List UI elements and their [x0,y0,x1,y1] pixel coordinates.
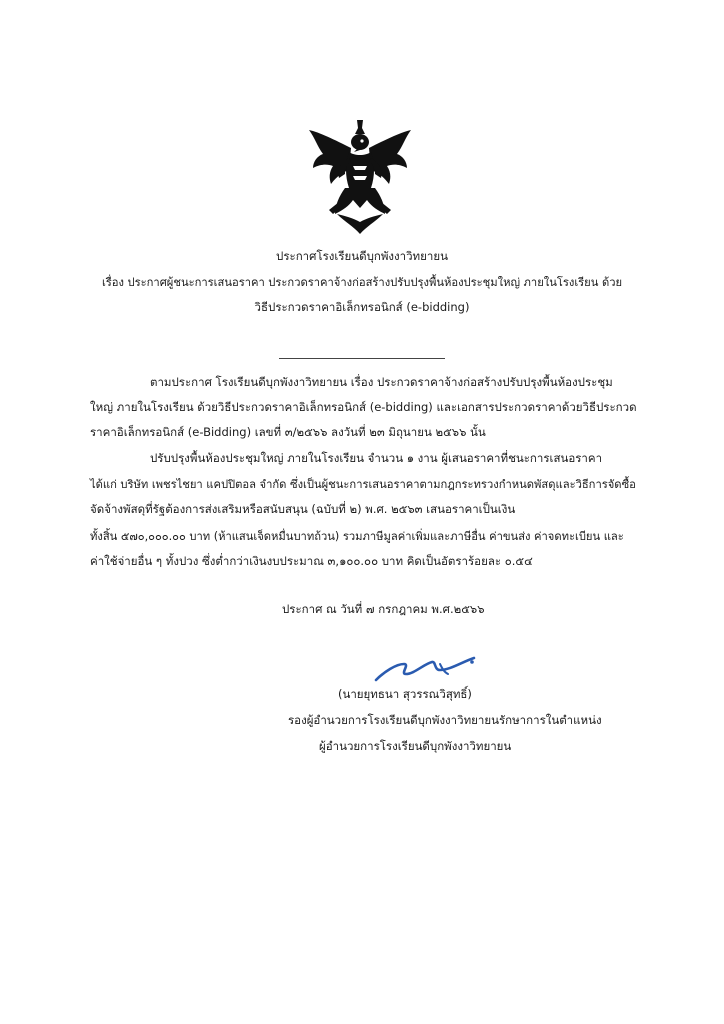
paragraph-text: ใหญ่ ภายในโรงเรียน ด้วยวิธีประกวดราคาอิเล็กทรอนิกส์ (e-bidding) และเอกสารประกวดราคาด้วยวิธีประกวด [90,400,637,414]
announcement-subject-cont: วิธีประกวดราคาอิเล็กทรอนิกส์ (e-bidding) [254,300,470,314]
paragraph-text: ทั้งสิ้น ๕๗๐,๐๐๐.๐๐ บาท (ห้าแสนเจ็ดหมื่นบาทถ้วน) รวมภาษีมูลค่าเพิ่มและภาษีอื่น ค่าขนส่ง ค่าจดทะเบียน และ [90,530,624,543]
paragraph-text: ค่าใช้จ่ายอื่น ๆ ทั้งปวง ซึ่งต่ำกว่าเงินงบประมาณ ๓,๑๐๐.๐๐ บาท คิดเป็นอัตราร้อยละ ๐.๕๔ [90,554,533,568]
garuda-emblem-icon [305,118,415,236]
handwritten-signature [370,650,490,686]
paragraph-text: ปรับปรุงพื้นห้องประชุมใหญ่ ภายในโรงเรียน จำนวน ๑ งาน ผู้เสนอราคาที่ชนะการเสนอราคา [150,451,603,465]
header-divider [279,358,445,359]
signer-name: (นายยุทธนา สุวรรณวิสุทธิ์) [338,687,472,701]
signer-position: รองผู้อำนวยการโรงเรียนดีบุกพังงาวิทยายนรักษาการในตำแหน่ง [288,713,602,727]
announcement-subject: เรื่อง ประกาศผู้ชนะการเสนอราคา ประกวดราคาจ้างก่อสร้างปรับปรุงพื้นห้องประชุมใหญ่ ภายในโรงเรียน ด้วย [101,276,623,289]
signer-position-title: ผู้อำนวยการโรงเรียนดีบุกพังงาวิทยายน [319,739,512,753]
announcement-date: ประกาศ ณ วันที่ ๗ กรกฎาคม พ.ศ.๒๕๖๖ [282,602,485,616]
paragraph-text: ตามประกาศ โรงเรียนดีบุกพังงาวิทยายน เรื่อง ประกวดราคาจ้างก่อสร้างปรับปรุงพื้นห้องประชุม [150,375,613,389]
paragraph-text: ราคาอิเล็กทรอนิกส์ (e-Bidding) เลขที่ ๓/๒๕๖๖ ลงวันที่ ๒๓ มิถุนายน ๒๕๖๖ นั้น [90,425,486,439]
paragraph-text: ได้แก่ บริษัท เพชรไชยา แคปปิตอล จำกัด ซึ่งเป็นผู้ชนะการเสนอราคาตามกฎกระทรวงกำหนดพัสดุและวิธีการจัดซื้อ [90,478,636,491]
announcement-title: ประกาศโรงเรียนดีบุกพังงาวิทยายน [276,249,448,263]
paragraph-text: จัดจ้างพัสดุที่รัฐต้องการส่งเสริมหรือสนับสนุน (ฉบับที่ ๒) พ.ศ. ๒๕๖๓ เสนอราคาเป็นเงิน [90,502,516,516]
